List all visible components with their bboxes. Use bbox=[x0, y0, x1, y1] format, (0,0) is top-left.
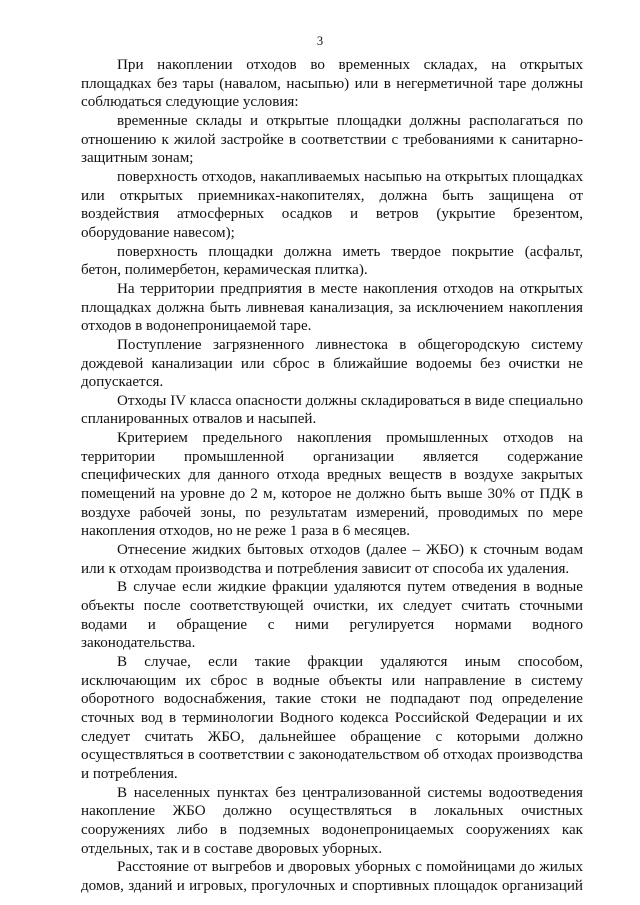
paragraph-settlements-without-sewer: В населенных пунктах без централизованной системы водоотведения накопление ЖБО должно осуществляться в локальных очистных сооружениях либо в подземных водонепроницаемых сооружениях как отдельных, так и в составе дворовых уборных. bbox=[81, 784, 583, 857]
paragraph-storm-sewer: На территории предприятия в месте накопления отходов на открытых площадках должна быть ливневая канализация, за исключением накопления отходов в водонепроницаемой таре. bbox=[81, 280, 583, 335]
paragraph-discharge-to-water: В случае если жидкие фракции удаляются путем отведения в водные объекты после соответствующей очистки, их следует считать сточными водами и обращение с ними регулируется нормами водного законодательства. bbox=[81, 579, 583, 652]
paragraph-waste-surface-protection: поверхность отходов, накапливаемых насыпью на открытых площадках или открытых приемниках-накопителях, должна быть защищена от воздействия атмосферных осадков и ветров (укрытие брезентом, оборудование навесом); bbox=[81, 168, 583, 241]
paragraph-warehouse-location: временные склады и открытые площадки должны располагаться по отношению к жилой застройке в соответствии с требованиями к санитарно-защитным зонам; bbox=[81, 112, 583, 167]
paragraph-storage-conditions: При накоплении отходов во временных складах, на открытых площадках без тары (навалом, насыпью) или в негерметичной таре должны соблюдаться следующие условия: bbox=[81, 57, 583, 111]
paragraph-class-iv-waste: Отходы IV класса опасности должны складироваться в виде специально спланированных отвалов и насыпей. bbox=[81, 392, 583, 428]
paragraph-accumulation-criterion: Критерием предельного накопления промышленных отходов на территории промышленной организации является содержание специфических для данного отхода вредных веществ в воздухе закрытых помещений на уровне до 2 м, которое не должно быть выше 30% от ПДК в воздухе рабочей зоны, по результатам измерений, проводимых по мере накопления отходов, но не реже 1 раза в 6 месяцев. bbox=[81, 430, 583, 540]
paragraph-liquid-waste-definition: Отнесение жидких бытовых отходов (далее – ЖБО) к сточным водам или к отходам производства и потребления зависит от способа их удаления. bbox=[81, 542, 583, 577]
page-number: 3 bbox=[316, 34, 324, 48]
document-body bbox=[81, 56, 583, 896]
paragraph-other-removal: В случае, если такие фракции удаляются иным способом, исключающим их сброс в водные объекты или направление в систему оборотного водоснабжения, такие стоки не подпадают под определение сточных вод в терминологии Водного кодекса Российской Федерации и их следует считать ЖБО, дальнейшее обращение с которыми должно осуществляться в соответствии с законодательством об отходах производства и потребления. bbox=[81, 654, 583, 782]
paragraph-distance-requirements: Расстояние от выгребов и дворовых уборных с помойницами до жилых домов, зданий и игровых, прогулочных и спортивных площадок организаций bbox=[81, 859, 583, 894]
paragraph-site-hard-surface: поверхность площадки должна иметь твердое покрытие (асфальт, бетон, полимербетон, керамическая плитка). bbox=[81, 243, 583, 279]
paragraph-runoff-discharge: Поступление загрязненного ливнестока в общегородскую систему дождевой канализации или сброс в ближайшие водоемы без очистки не допускается. bbox=[81, 336, 583, 391]
